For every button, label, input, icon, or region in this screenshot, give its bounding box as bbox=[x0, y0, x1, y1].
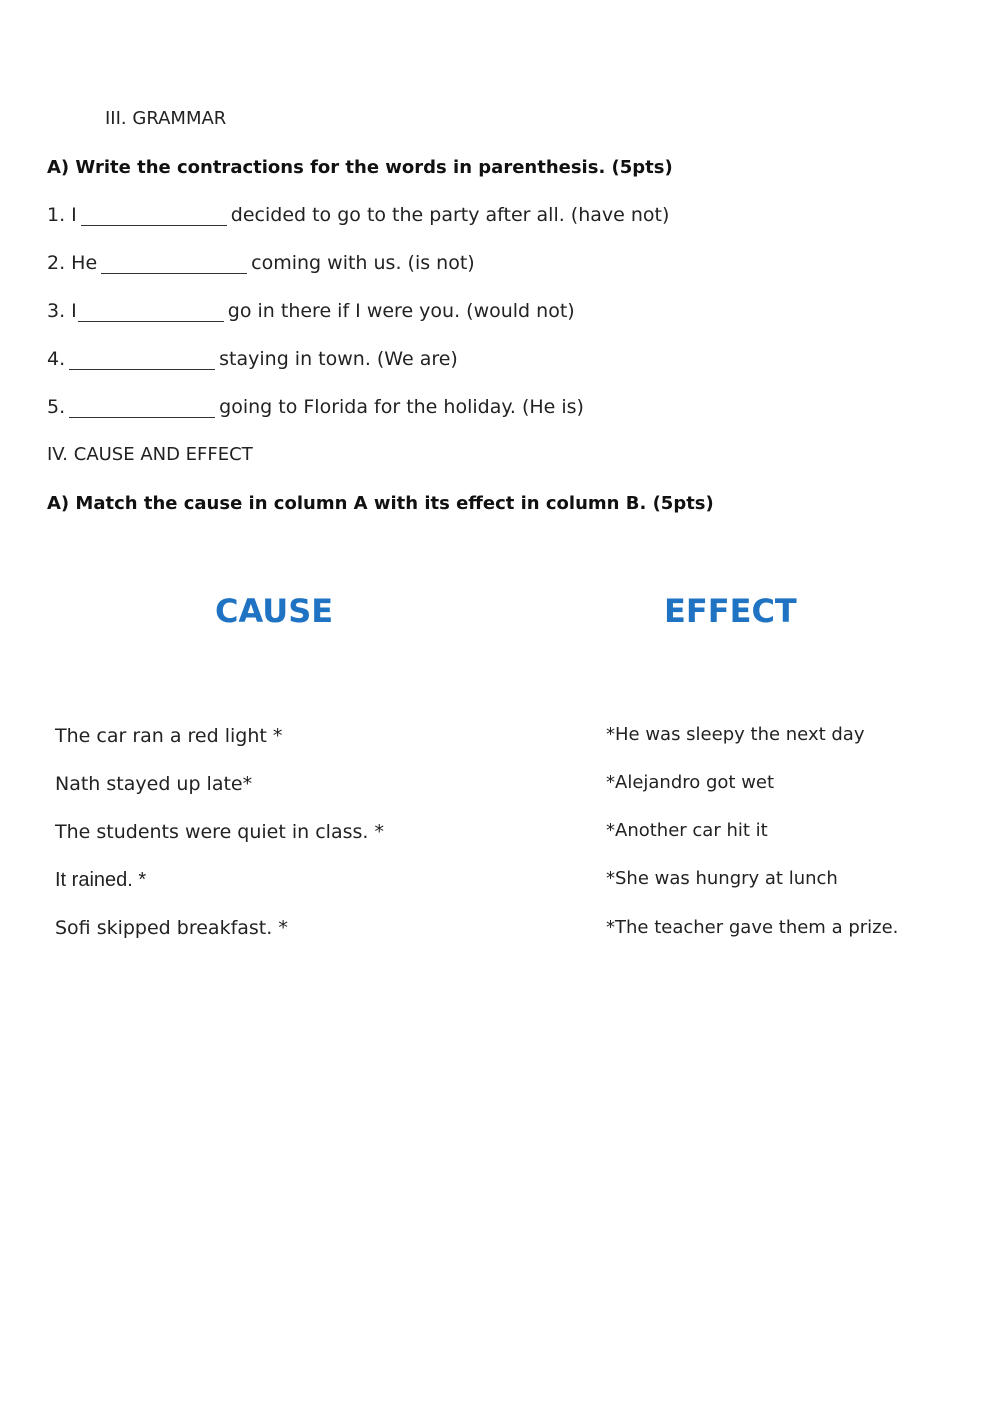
grammar-section-title: III. GRAMMAR bbox=[105, 108, 227, 129]
grammar-item-1 bbox=[47, 203, 669, 227]
grammar-item-2-answer-input[interactable] bbox=[101, 255, 247, 274]
grammar-item-1-suffix: decided to go to the party after all. (have not) bbox=[230, 204, 670, 226]
cause-item-3[interactable]: The students were quiet in class. * bbox=[55, 821, 384, 843]
cause-effect-section-title: IV. CAUSE AND EFFECT bbox=[47, 444, 253, 465]
grammar-item-5-suffix: going to Florida for the holiday. (He is) bbox=[219, 396, 584, 418]
cause-effect-instruction: A) Match the cause in column A with its effect in column B. (5pts) bbox=[47, 493, 714, 514]
grammar-item-4-answer-input[interactable] bbox=[69, 351, 215, 370]
grammar-item-5-answer-input[interactable] bbox=[69, 399, 215, 418]
cause-item-2[interactable]: Nath stayed up late* bbox=[55, 773, 253, 795]
effect-item-5[interactable]: *The teacher gave them a prize. bbox=[606, 917, 899, 938]
grammar-item-2 bbox=[47, 251, 475, 275]
cause-item-4[interactable]: It rained. * bbox=[55, 869, 147, 891]
grammar-item-2-prefix: 2. He bbox=[47, 252, 98, 274]
grammar-item-5-prefix: 5. bbox=[47, 396, 66, 418]
grammar-item-3-prefix: 3. I bbox=[47, 300, 77, 322]
effect-item-2[interactable]: *Alejandro got wet bbox=[606, 772, 775, 793]
grammar-item-3-suffix: go in there if I were you. (would not) bbox=[227, 300, 575, 322]
grammar-item-3 bbox=[47, 299, 575, 323]
cause-column-heading: CAUSE bbox=[215, 592, 334, 630]
grammar-item-1-answer-input[interactable] bbox=[81, 207, 227, 226]
cause-item-1[interactable]: The car ran a red light * bbox=[55, 725, 283, 747]
effect-column-heading: EFFECT bbox=[664, 592, 797, 630]
effect-item-1[interactable]: *He was sleepy the next day bbox=[606, 724, 865, 745]
grammar-item-3-answer-input[interactable] bbox=[78, 303, 224, 322]
grammar-item-5 bbox=[47, 395, 584, 419]
grammar-item-4 bbox=[47, 347, 458, 371]
grammar-item-4-suffix: staying in town. (We are) bbox=[219, 348, 458, 370]
grammar-instruction: A) Write the contractions for the words in parenthesis. (5pts) bbox=[47, 157, 673, 178]
grammar-item-4-prefix: 4. bbox=[47, 348, 66, 370]
grammar-item-2-suffix: coming with us. (is not) bbox=[251, 252, 475, 274]
cause-item-5[interactable]: Sofi skipped breakfast. * bbox=[55, 917, 288, 939]
grammar-item-1-prefix: 1. I bbox=[47, 204, 77, 226]
effect-item-3[interactable]: *Another car hit it bbox=[606, 820, 768, 841]
effect-item-4[interactable]: *She was hungry at lunch bbox=[606, 868, 838, 889]
